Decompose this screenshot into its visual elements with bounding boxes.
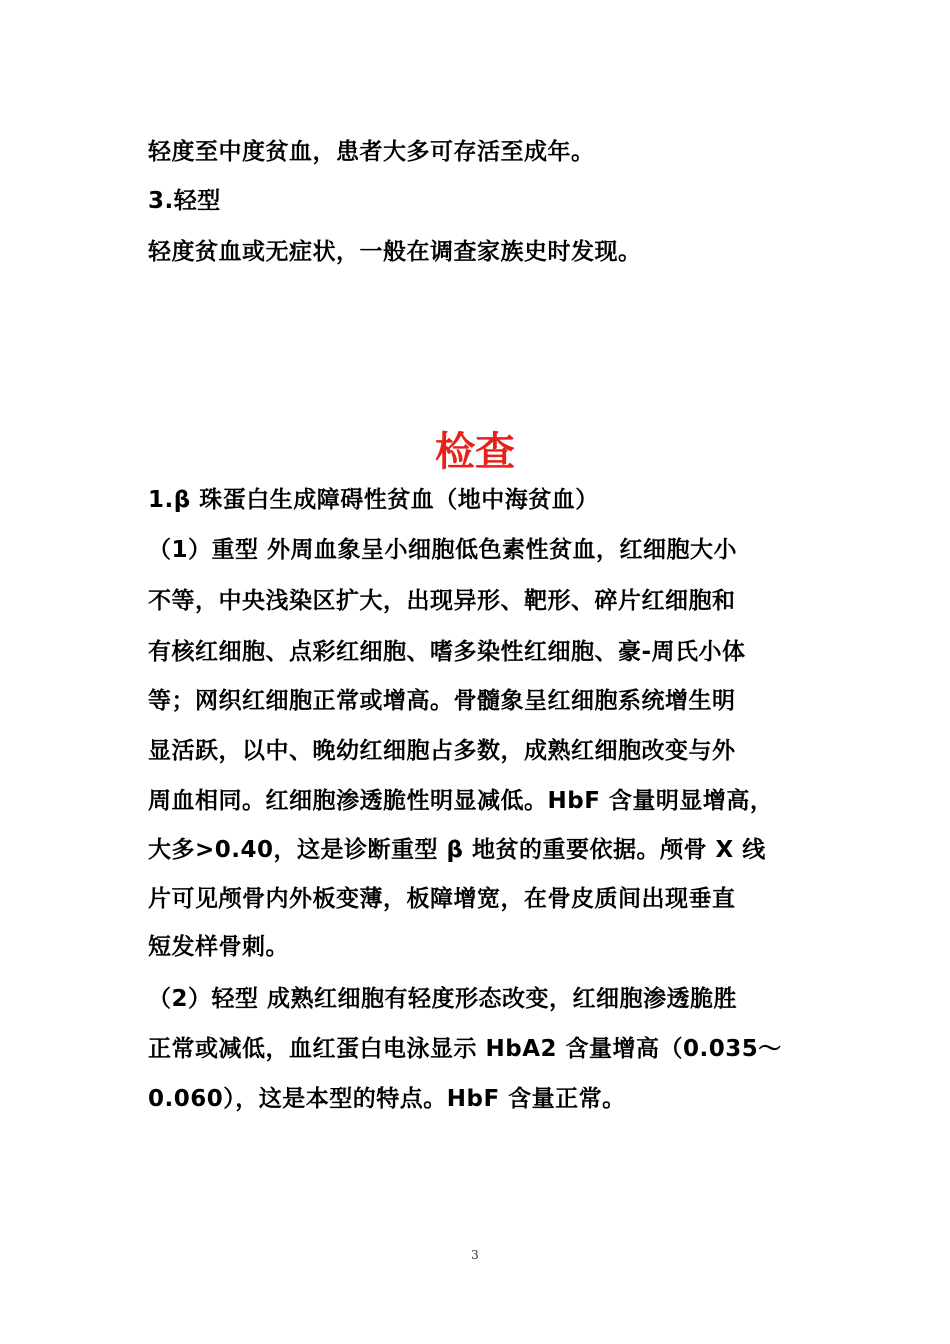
mild-line: （2）轻型 成熟红细胞有轻度形态改变，红细胞渗透脆胜	[148, 986, 738, 1012]
severe-line: 等；网织红细胞正常或增高。骨髓象呈红细胞系统增生明	[148, 688, 736, 714]
mild-line: 0.060），这是本型的特点。HbF 含量正常。	[148, 1086, 626, 1112]
subtype-label: 3.轻型	[148, 188, 221, 214]
severe-line: （1）重型 外周血象呈小细胞低色素性贫血，红细胞大小	[148, 537, 738, 563]
item-title: 1.β 珠蛋白生成障碍性贫血（地中海贫血）	[148, 487, 599, 513]
intro-line-2: 轻度贫血或无症状，一般在调查家族史时发现。	[148, 239, 642, 265]
severe-line: 有核红细胞、点彩红细胞、嗜多染性红细胞、豪-周氏小体	[148, 639, 746, 665]
severe-line: 周血相同。红细胞渗透脆性明显减低。HbF 含量明显增高，	[148, 788, 774, 814]
severe-line: 片可见颅骨内外板变薄，板障增宽，在骨皮质间出现垂直	[148, 886, 736, 912]
severe-line: 大多>0.40，这是诊断重型 β 地贫的重要依据。颅骨 X 线	[148, 837, 766, 863]
severe-line: 短发样骨刺。	[148, 934, 289, 960]
severe-line: 显活跃，以中、晚幼红细胞占多数，成熟红细胞改变与外	[148, 738, 736, 764]
section-heading: 检查	[435, 429, 515, 475]
intro-line-1: 轻度至中度贫血，患者大多可存活至成年。	[148, 139, 595, 165]
page-number: 3	[471, 1248, 479, 1262]
mild-line: 正常或减低，血红蛋白电泳显示 HbA2 含量增高（0.035～	[148, 1036, 782, 1062]
severe-line: 不等，中央浅染区扩大，出现异形、靶形、碎片红细胞和	[148, 588, 736, 614]
